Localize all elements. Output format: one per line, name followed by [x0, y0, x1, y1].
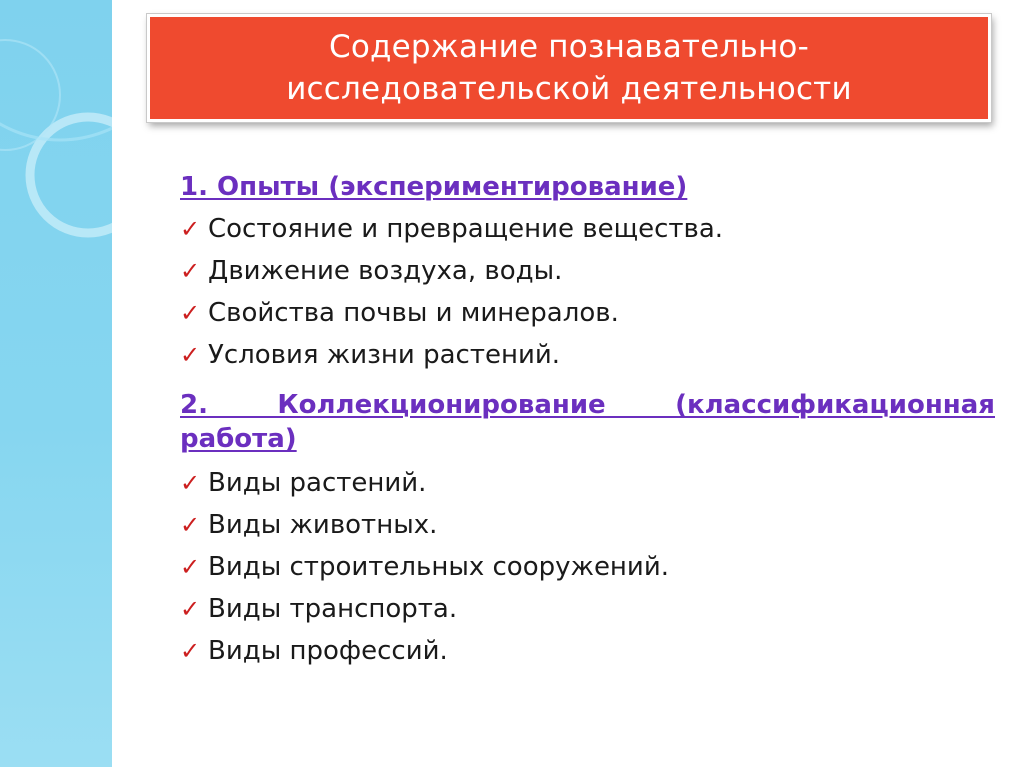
list-item: [180, 546, 995, 588]
checkmark-icon: ✓: [180, 299, 201, 327]
list-item: [180, 292, 995, 334]
list-item-text: Виды животных.: [208, 510, 438, 540]
section-heading-collecting: 2. Коллекционирование (классификационная работа): [180, 390, 995, 454]
list-item-text: Состояние и превращение вещества.: [208, 214, 724, 244]
list-item: [180, 250, 995, 292]
decorative-circles: [0, 0, 112, 767]
list-item-text: Виды строительных сооружений.: [208, 552, 669, 582]
list-item-text: Виды профессий.: [208, 636, 448, 666]
title-banner: [147, 14, 991, 122]
list-item-text: Виды растений.: [208, 468, 427, 498]
checkmark-icon: ✓: [180, 511, 201, 539]
checkmark-icon: ✓: [180, 215, 201, 243]
list-item-text: Движение воздуха, воды.: [208, 256, 563, 286]
section-heading-experiments: 1. Опыты (экспериментирование): [180, 172, 688, 202]
checkmark-icon: ✓: [180, 553, 201, 581]
list-item: [180, 504, 995, 546]
list-item-text: Свойства почвы и минералов.: [208, 298, 619, 328]
list-item-text: Виды транспорта.: [208, 594, 458, 624]
list-item: [180, 630, 995, 672]
slide-title: Содержание познавательно- исследовательской деятельности: [286, 29, 852, 107]
list-item: [180, 334, 995, 376]
slide-content: [180, 166, 995, 672]
checkmark-icon: ✓: [180, 469, 201, 497]
decorative-side-band: [0, 0, 112, 767]
list-item-text: Условия жизни растений.: [208, 340, 561, 370]
checkmark-icon: ✓: [180, 595, 201, 623]
checkmark-icon: ✓: [180, 257, 201, 285]
list-item: [180, 588, 995, 630]
list-item: [180, 462, 995, 504]
list-item: [180, 208, 995, 250]
checkmark-icon: ✓: [180, 637, 201, 665]
checkmark-icon: ✓: [180, 341, 201, 369]
